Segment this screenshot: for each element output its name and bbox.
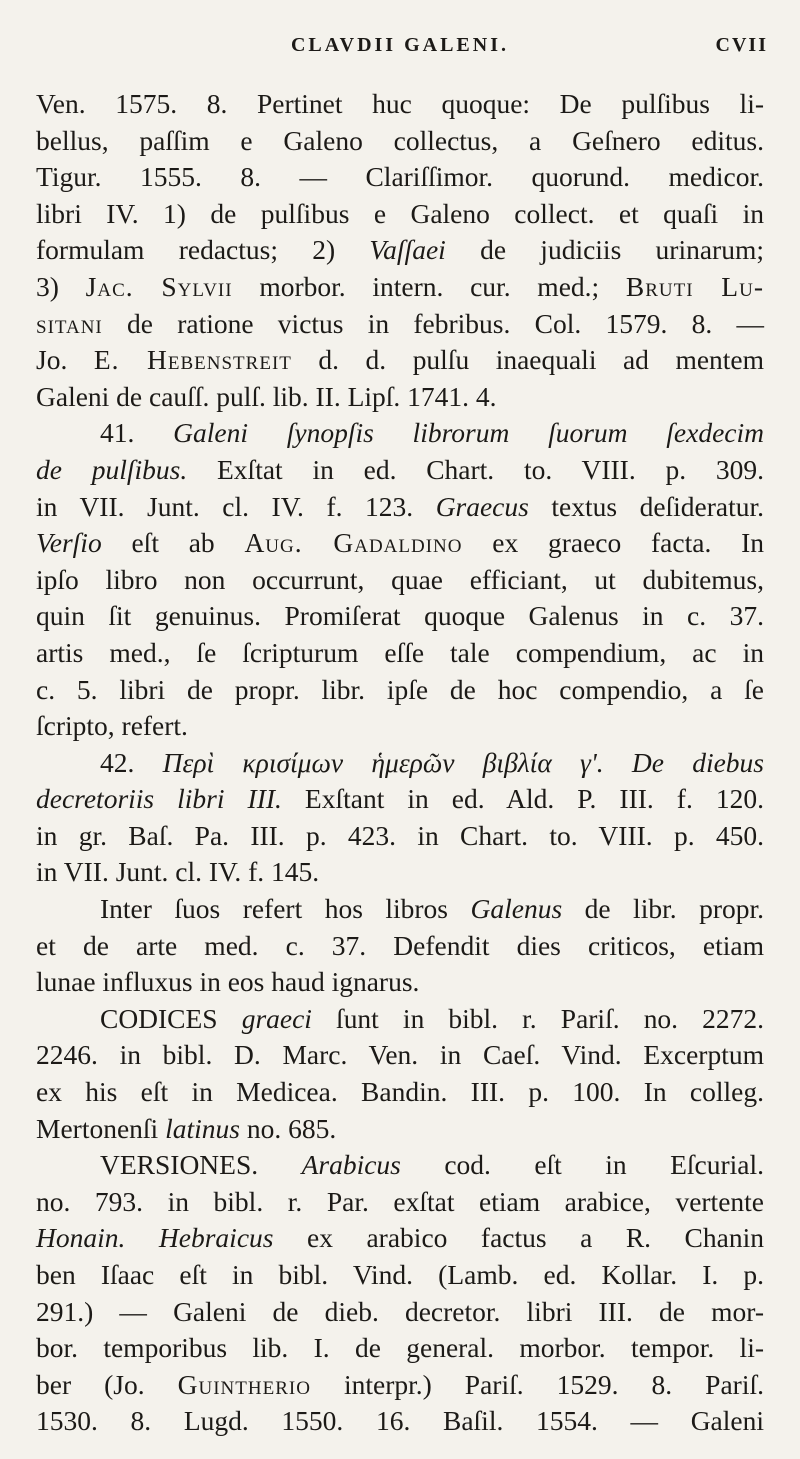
text-line: 291.) — Galeni de dieb. decretor. libri III. de mor- (36, 1295, 764, 1327)
text-line: et de arte med. c. 37. Defendit dies criticos, etiam (36, 929, 764, 961)
text-line: ex his eſt in Medicea. Bandin. III. p. 100. In colleg. (36, 1076, 764, 1108)
work-title: de pulſibus. (36, 453, 188, 485)
text-line: Jo. E. Hebenstreit d. d. pulſu inaequali ad mentem (36, 345, 764, 376)
text-line: in VII. Junt. cl. IV. f. 145. (36, 856, 320, 888)
text-line: Honain. Hebraicus ex arabico factus a R. Chanin (36, 1222, 764, 1254)
running-head (0, 30, 800, 60)
text-line: Mertonenſi latinus no. 685. (36, 1112, 337, 1144)
text-line: 3) Jac. Sylvii morbor. intern. cur. med.; Bruti Lu- (36, 270, 764, 302)
text-line: ſcripto, refert. (36, 710, 188, 742)
text-line: lunae influxus in eos haud ignarus. (36, 966, 420, 998)
text-line: CODICES graeci ſunt in bibl. r. Pariſ. no. 2272. (100, 1003, 765, 1034)
text-line: no. 793. in bibl. r. Par. exſtat etiam arabice, vertente (36, 1185, 764, 1217)
text-line: Inter ſuos refert hos libros Galenus de libr. propr. (100, 893, 764, 925)
text-line: ber (Jo. Guintherio interpr.) Pariſ. 1529. 8. Pariſ. (36, 1368, 764, 1400)
text-line: VERSIONES. Arabicus cod. eſt in Eſcurial. (100, 1149, 764, 1181)
page-number: CVII (715, 34, 768, 56)
work-title: Περὶ κρισίμων ἡμερῶν βιβλία γ'. De diebus (162, 746, 764, 778)
text-line: Galeni de cauſſ. pulſ. lib. II. Lipſ. 1741. 4. (36, 380, 497, 412)
text-line: c. 5. libri de propr. libr. ipſe de hoc compendio, a ſe (36, 673, 764, 705)
author-name: sitani (36, 307, 103, 339)
author-name: E. Hebenstreit (93, 345, 292, 376)
author-name: Jac. Sylvii (85, 270, 233, 302)
text-line: bor. temporibus lib. I. de general. morbor. tempor. li- (36, 1332, 764, 1364)
text-line: artis med., ſe ſcripturum eſſe tale compendium, ac in (36, 636, 764, 668)
text-line: 1530. 8. Lugd. 1550. 16. Baſil. 1554. — Galeni (36, 1405, 764, 1437)
text-line: Tigur. 1555. 8. — Clariſſimor. quorund. medicor. (36, 161, 764, 193)
text-line: in gr. Baſ. Pa. III. p. 423. in Chart. to. VIII. p. 450. (36, 819, 764, 851)
text-line: libri IV. 1) de pulſibus e Galeno collect. et quaſi in (36, 197, 764, 229)
text-line: in VII. Junt. cl. IV. f. 123. Graecus textus deſideratur. (36, 491, 764, 522)
text-line: ben Iſaac eſt in bibl. Vind. (Lamb. ed. Kollar. I. p. (36, 1259, 764, 1290)
body-text (36, 86, 764, 1440)
text-line: Ven. 1575. 8. Pertinet huc quoque: De pulſibus li- (36, 88, 764, 119)
author-name: Bruti Lu- (625, 270, 764, 302)
text-line: decretoriis libri III. Exſtant in ed. Ald. P. III. f. 120. (36, 783, 764, 815)
work-title: Galeni ſynopſis librorum ſuorum ſexdecim (173, 417, 764, 449)
work-title: decretoriis libri III. (36, 783, 282, 815)
text-line: Verſio eſt ab Aug. Gadaldino ex graeco facta. In (36, 527, 764, 559)
text-line: ipſo libro non occurrunt, quae efficiant, ut dubitemus, (36, 563, 764, 595)
text-line: de pulſibus. Exſtat in ed. Chart. to. VIII. p. 309. (36, 453, 764, 485)
author-name: Aug. Gadaldino (244, 527, 463, 559)
text-line: formulam redactus; 2) Vaſſaei de judiciis urinarum; (36, 234, 764, 266)
text-line: quin ſit genuinus. Promiſerat quoque Galenus in c. 37. (36, 600, 764, 632)
text-line: sitani de ratione victus in febribus. Col. 1579. 8. — (36, 307, 764, 339)
text-line: 2246. in bibl. D. Marc. Ven. in Caeſ. Vind. Excerptum (36, 1039, 764, 1071)
text-line: bellus, paſſim e Galeno collectus, a Geſnero editus. (36, 124, 764, 156)
entry-heading: 41. Galeni ſynopſis librorum ſuorum ſexdecim (100, 417, 764, 449)
running-title: CLAVDII GALENI. (290, 34, 509, 56)
entry-heading: 42. Περὶ κρισίμων ἡμερῶν βιβλία γ'. De diebus (100, 746, 764, 778)
author-name: Guintherio (177, 1368, 311, 1400)
author-name: Vaſſaei (369, 234, 446, 266)
